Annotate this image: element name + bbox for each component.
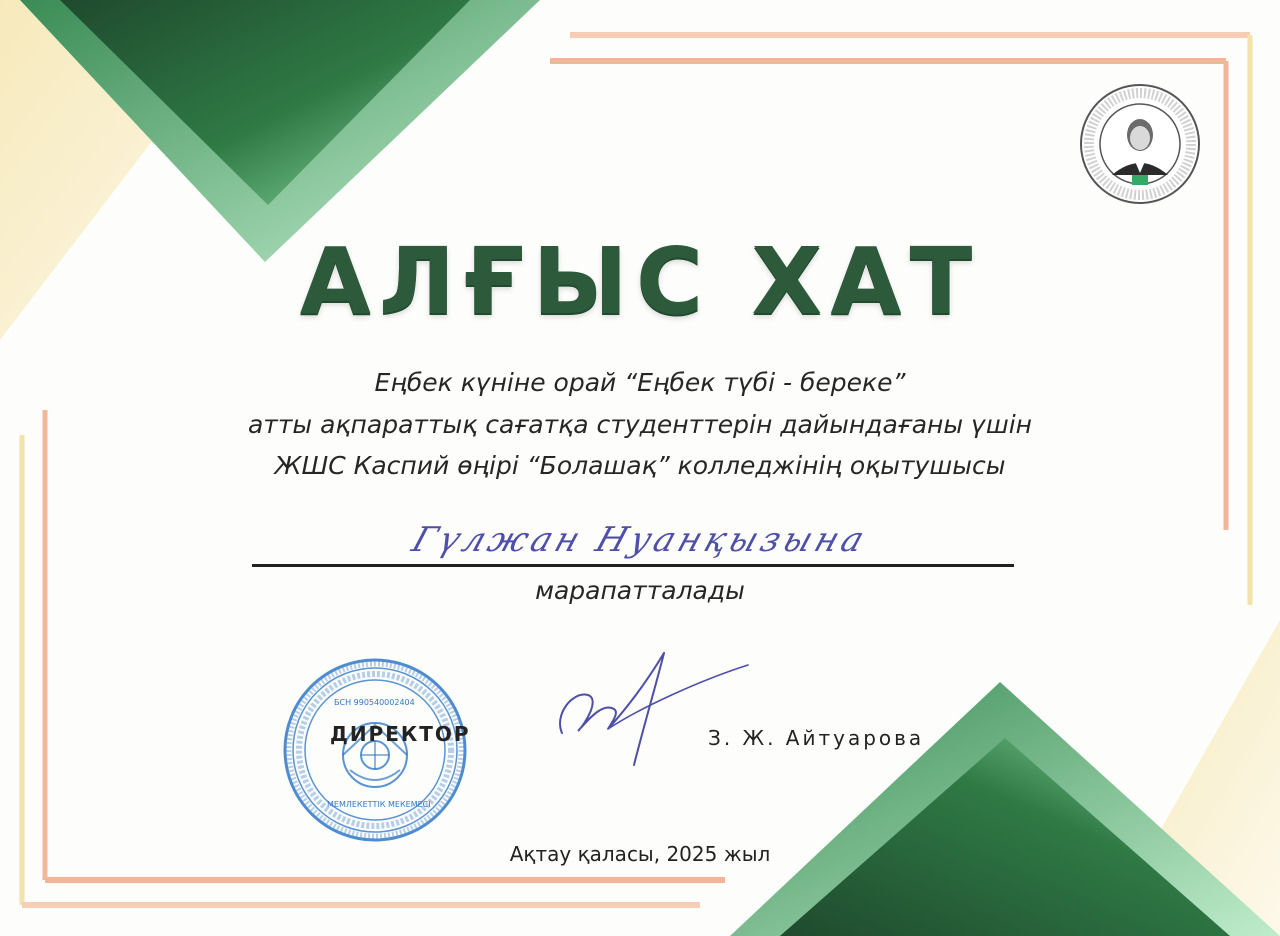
recipient-name: Гүлжан Нуанқызына: [407, 520, 873, 560]
place-and-year: Ақтау қаласы, 2025 жыл: [509, 842, 771, 866]
recipient-underline: [252, 564, 1014, 567]
director-label: ДИРЕКТОР: [330, 722, 471, 746]
seal-number: БСН 990540002404: [334, 698, 415, 707]
director-signature: [548, 645, 758, 775]
reason-line: атты ақпараттық сағатқа студенттерін дайындағаны үшін: [247, 410, 1033, 439]
signer-name: З. Ж. Айтуарова: [708, 726, 925, 750]
library-logo-icon: [1076, 83, 1204, 205]
certificate-title: АЛҒЫС ХАТ: [299, 228, 981, 335]
seal-bottom-text: МЕМЛЕКЕТТІК МЕКЕМЕСІ: [327, 800, 431, 809]
official-seal-icon: [280, 655, 470, 845]
occasion-line: Еңбек күніне орай “Еңбек түбі - береке”: [374, 368, 906, 397]
position-line: ЖШС Каспий өңірі “Болашақ” колледжінің оқытушысы: [274, 451, 1006, 480]
awarded-text: марапатталады: [535, 576, 745, 605]
